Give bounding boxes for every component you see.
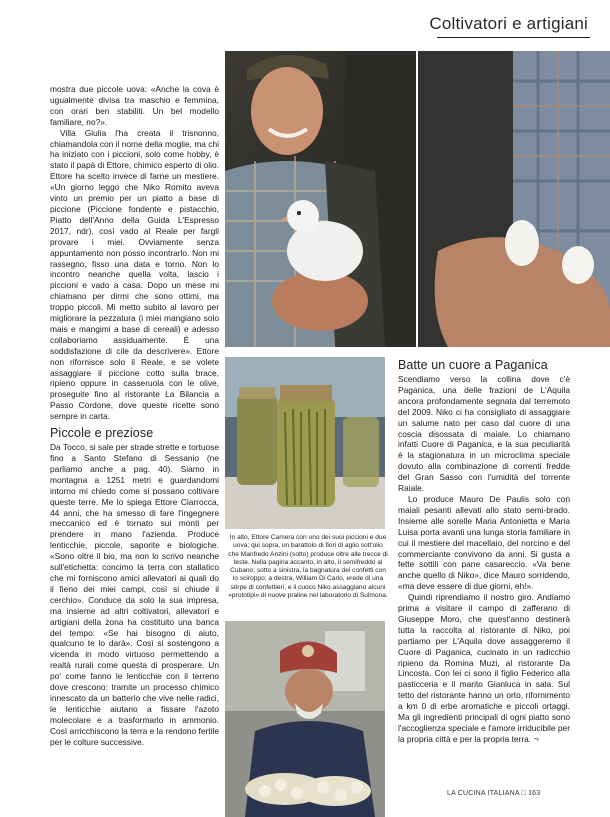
photo-caption: In alto, Ettore Camera con uno dei suoi piccioni e due uova; qui sopra, un barattolo di fiori di aglio sott'olio che Manfredo Anzini (sotto) produce oltre alle trecce di teste. Nella pagina accanto, in alto, il semifreddo al Cubano; sotto a sinistra, la bagnatura dei confetti con lo sciroppo; a destra, William Di Carlo, erede di una stirpe di confettieri, e il cuoco Niko assaggiano alcuni «prototipi» di nuove praline nel laboratorio di Sulmona. — [228, 534, 388, 600]
photo-man-with-pigeon — [225, 51, 416, 347]
page-footer — [447, 790, 540, 797]
column-left — [50, 84, 219, 747]
magazine-name: LA CUCINA ITALIANA — [447, 790, 520, 797]
photo-jars — [225, 357, 385, 529]
paragraph: Scendiamo verso la collina dove c'è Paganica, una delle frazioni de L'Aquila ancora profondamente segnata dal terremoto del 2009. Niko ci ha consigliato di assaggiare un salume nato per caso dal cuore di una coscia disossata di maiale. Lo chiamano infatti Cuore di Paganica, e la sua peculiarità è la stagionatura in un microclima speciale dovuto alla combinazione di correnti fredde del Gran Sasso con l'umidità del torrente Raiale. — [398, 374, 570, 494]
section-title: Coltivatori e artigiani — [429, 14, 588, 33]
page-number: 163 — [528, 790, 541, 797]
paragraph: Lo produce Mauro De Paulis solo con maiali pesanti allevati allo stato semi-brado. Insieme alle sorelle Maria Antonietta e Maria Luisa porta avanti una lunga storia familiare in cui il mestiere del macellaio, del norcino e del commerciante convivono da anni. Si gusta a fette sottili con pane casareccio. «Va bene anche quello di Niko», dice Mauro sorridendo, «ma deve essere di due giorni, eh!». — [398, 493, 570, 592]
photo-man-with-garlic — [225, 621, 385, 817]
end-mark: ¬ — [533, 733, 539, 744]
subheading-piccole-e-preziose: Piccole e preziose — [50, 426, 154, 441]
footer-separator: □ — [521, 790, 526, 797]
photo-hands-with-eggs — [418, 51, 610, 347]
paragraph — [398, 592, 570, 745]
paragraph: mostra due piccole uova: «Anche la cova è ugualmente divisa tra maschio e femmina, con orari ben stabiliti. Un bel modello familiare, no?». — [50, 84, 219, 127]
column-right — [398, 358, 570, 745]
paragraph: Villa Giulia l'ha creata il trisnonno, chiamandola con il nome della moglie, ma chi ha iniziato con i piccioni, solo come hobby, è stato il papà di Ettore, chimico esperto di olio. Ettore ha scelto invece di farne un mestiere. «Un giorno leggo che Niko Romito aveva vinto un premio per un piatto a base di piccione (Piccione fondente e pistacchio, Piatto dell'Anno della Guida L'Espresso 2017, ndr), così vado al Reale per fargli provare i miei. Ovviamente senza appuntamento non posso incontrarlo. Non mi rassegno, fisso una data e torno. Non lo incontro neanche quella volta, lascio i piccioni e vado a casa. Dopo un mese mi chiamano per dirmi che sono ottimi, ma troppo piccoli. Mi metto subito al lavoro per migliorare la pezzatura (i miei mangiano solo mais e mangimi a base di cereali) e adesso collaboriamo assiduamente. È una soddisfazione di cile da descrivere». Ettore non rifornisce solo il Reale, e se volete assaggiare il piccione cotto sulla brace, ripieno oppure in casseruola con le olive, proseguite fino al ristorante La Bilancia a Passo Cordone, dove queste ricette sono sempre in carta. — [50, 127, 219, 422]
paragraph: Da Tocco, si sale per strade strette e tortuose fino a Santo Stefano di Sessanio (ne parliamo anche a pag. 40). Siamo in montagna a 1251 metri e guardandomi intorno mi chiedo come si possano coltivare queste terre. Me lo spiega Ettore Ciarrocca, 44 anni, che ha smesso di fare l'ingegnere meccanico ed è tornato sui monti per prendere in mano l'azienda. Produce lenticchie, piccole, saporite e biologiche. «Sono oltre il bio, ma non lo scrivo neanche sull'etichetta: concimo la terra con stallatico che mi forniscono amici allevatori ai quali do il fieno dei miei campi, così si chiude il cerchio». Conduce da solo la sua impresa, ma insieme ad altri coltivatori, allevatori e artigiani della zona ha costituito una banca del tempo: «Se hai bisogno di aiuto, qualcuno te lo darà». Così si sostengono a vicenda in modo virtuoso permettendo a realtà rurali come questa di prosperare. Un po' come fanno le lenticchie con il terreno dove crescono: tramite un processo chimico innescato da un batterio che vive nelle radici, le lenticchie aiutano a fissare l'azoto molecolare e a trasformarlo in ammonio. Così arricchiscono la terra e la rendono fertile per le colture successive. — [50, 442, 219, 747]
paragraph-text: Quindi riprendiamo il nostro giro. Andiamo prima a visitare il campo di zafferano di Giuseppe Moro, che quest'anno destinerà tutta la raccolta al ristorante di Niko, poi partiamo per L'Aquila dove assaggeremo il Cuore di Paganica, cucinato in un radicchio ripieno da Romina Muzi, al ristorante Da Lincosta. Con lei ci sono il figlio Federico alla pasticceria e il marito Gianluca in sala. Sul tetto del ristorante hanno un orto, rifornimento a km 0 di erbe aromatiche e piccoli ortaggi. Ma gli ingredienti principali di ogni piatto sono l'accoglienza speciale e l'amore irriducibile per la propria città e per la propria terra. — [398, 592, 570, 744]
subheading-batte-un-cuore: Batte un cuore a Paganica — [398, 358, 548, 372]
title-rule — [437, 37, 590, 38]
